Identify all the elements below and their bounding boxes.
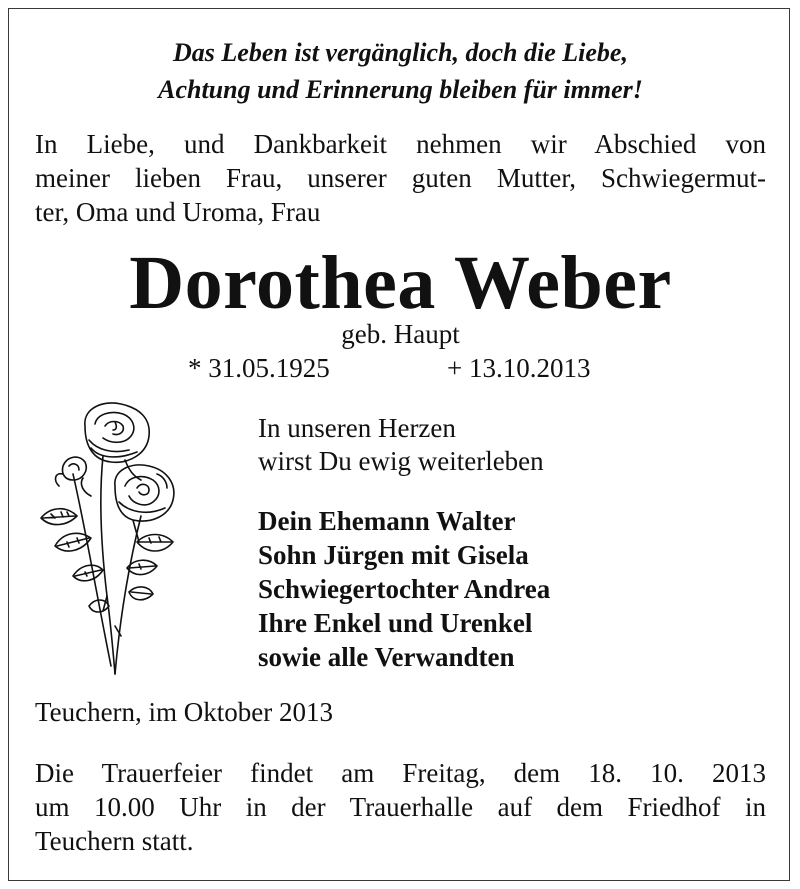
motto-line-1: Das Leben ist vergänglich, doch die Liebe, — [173, 38, 628, 67]
mourner-line: sowie alle Verwandten — [258, 642, 515, 672]
deceased-name: Dorothea Weber — [129, 241, 672, 325]
intro-line-3: ter, Oma und Uroma, Frau — [35, 197, 321, 227]
intro-text — [35, 127, 766, 229]
birth-date: * 31.05.1925 — [188, 353, 330, 383]
verse — [258, 412, 544, 478]
mourner-line: Schwiegertochter Andrea — [258, 574, 551, 604]
death-date: + 13.10.2013 — [447, 353, 591, 383]
birth-name: geb. Haupt — [341, 319, 460, 349]
ceremony-line-3: Teuchern statt. — [35, 826, 194, 856]
intro-line-2: meiner lieben Frau, unserer guten Mutter, Schwiegermut- — [35, 163, 766, 193]
ceremony-line-1: Die Trauerfeier findet am Freitag, dem 18. 10. 2013 — [35, 758, 766, 788]
ceremony-info — [35, 756, 766, 858]
verse-line-1: In unseren Herzen — [258, 413, 456, 443]
ceremony-line-2: um 10.00 Uhr in der Trauerhalle auf dem Friedhof in — [35, 792, 766, 822]
mourner-line: Ihre Enkel und Urenkel — [258, 608, 533, 638]
verse-line-2: wirst Du ewig weiterleben — [258, 446, 544, 476]
obituary-notice — [35, 0, 766, 889]
rose-bouquet-icon — [33, 396, 183, 678]
mourner-line: Sohn Jürgen mit Gisela — [258, 540, 529, 570]
motto-line-2: Achtung und Erinnerung bleiben für immer! — [158, 75, 643, 104]
intro-line-1: In Liebe, und Dankbarkeit nehmen wir Abschied von — [35, 129, 766, 159]
mourners-list — [258, 504, 550, 674]
place-date: Teuchern, im Oktober 2013 — [35, 697, 334, 727]
mourner-line: Dein Ehemann Walter — [258, 506, 516, 536]
motto — [35, 34, 766, 108]
